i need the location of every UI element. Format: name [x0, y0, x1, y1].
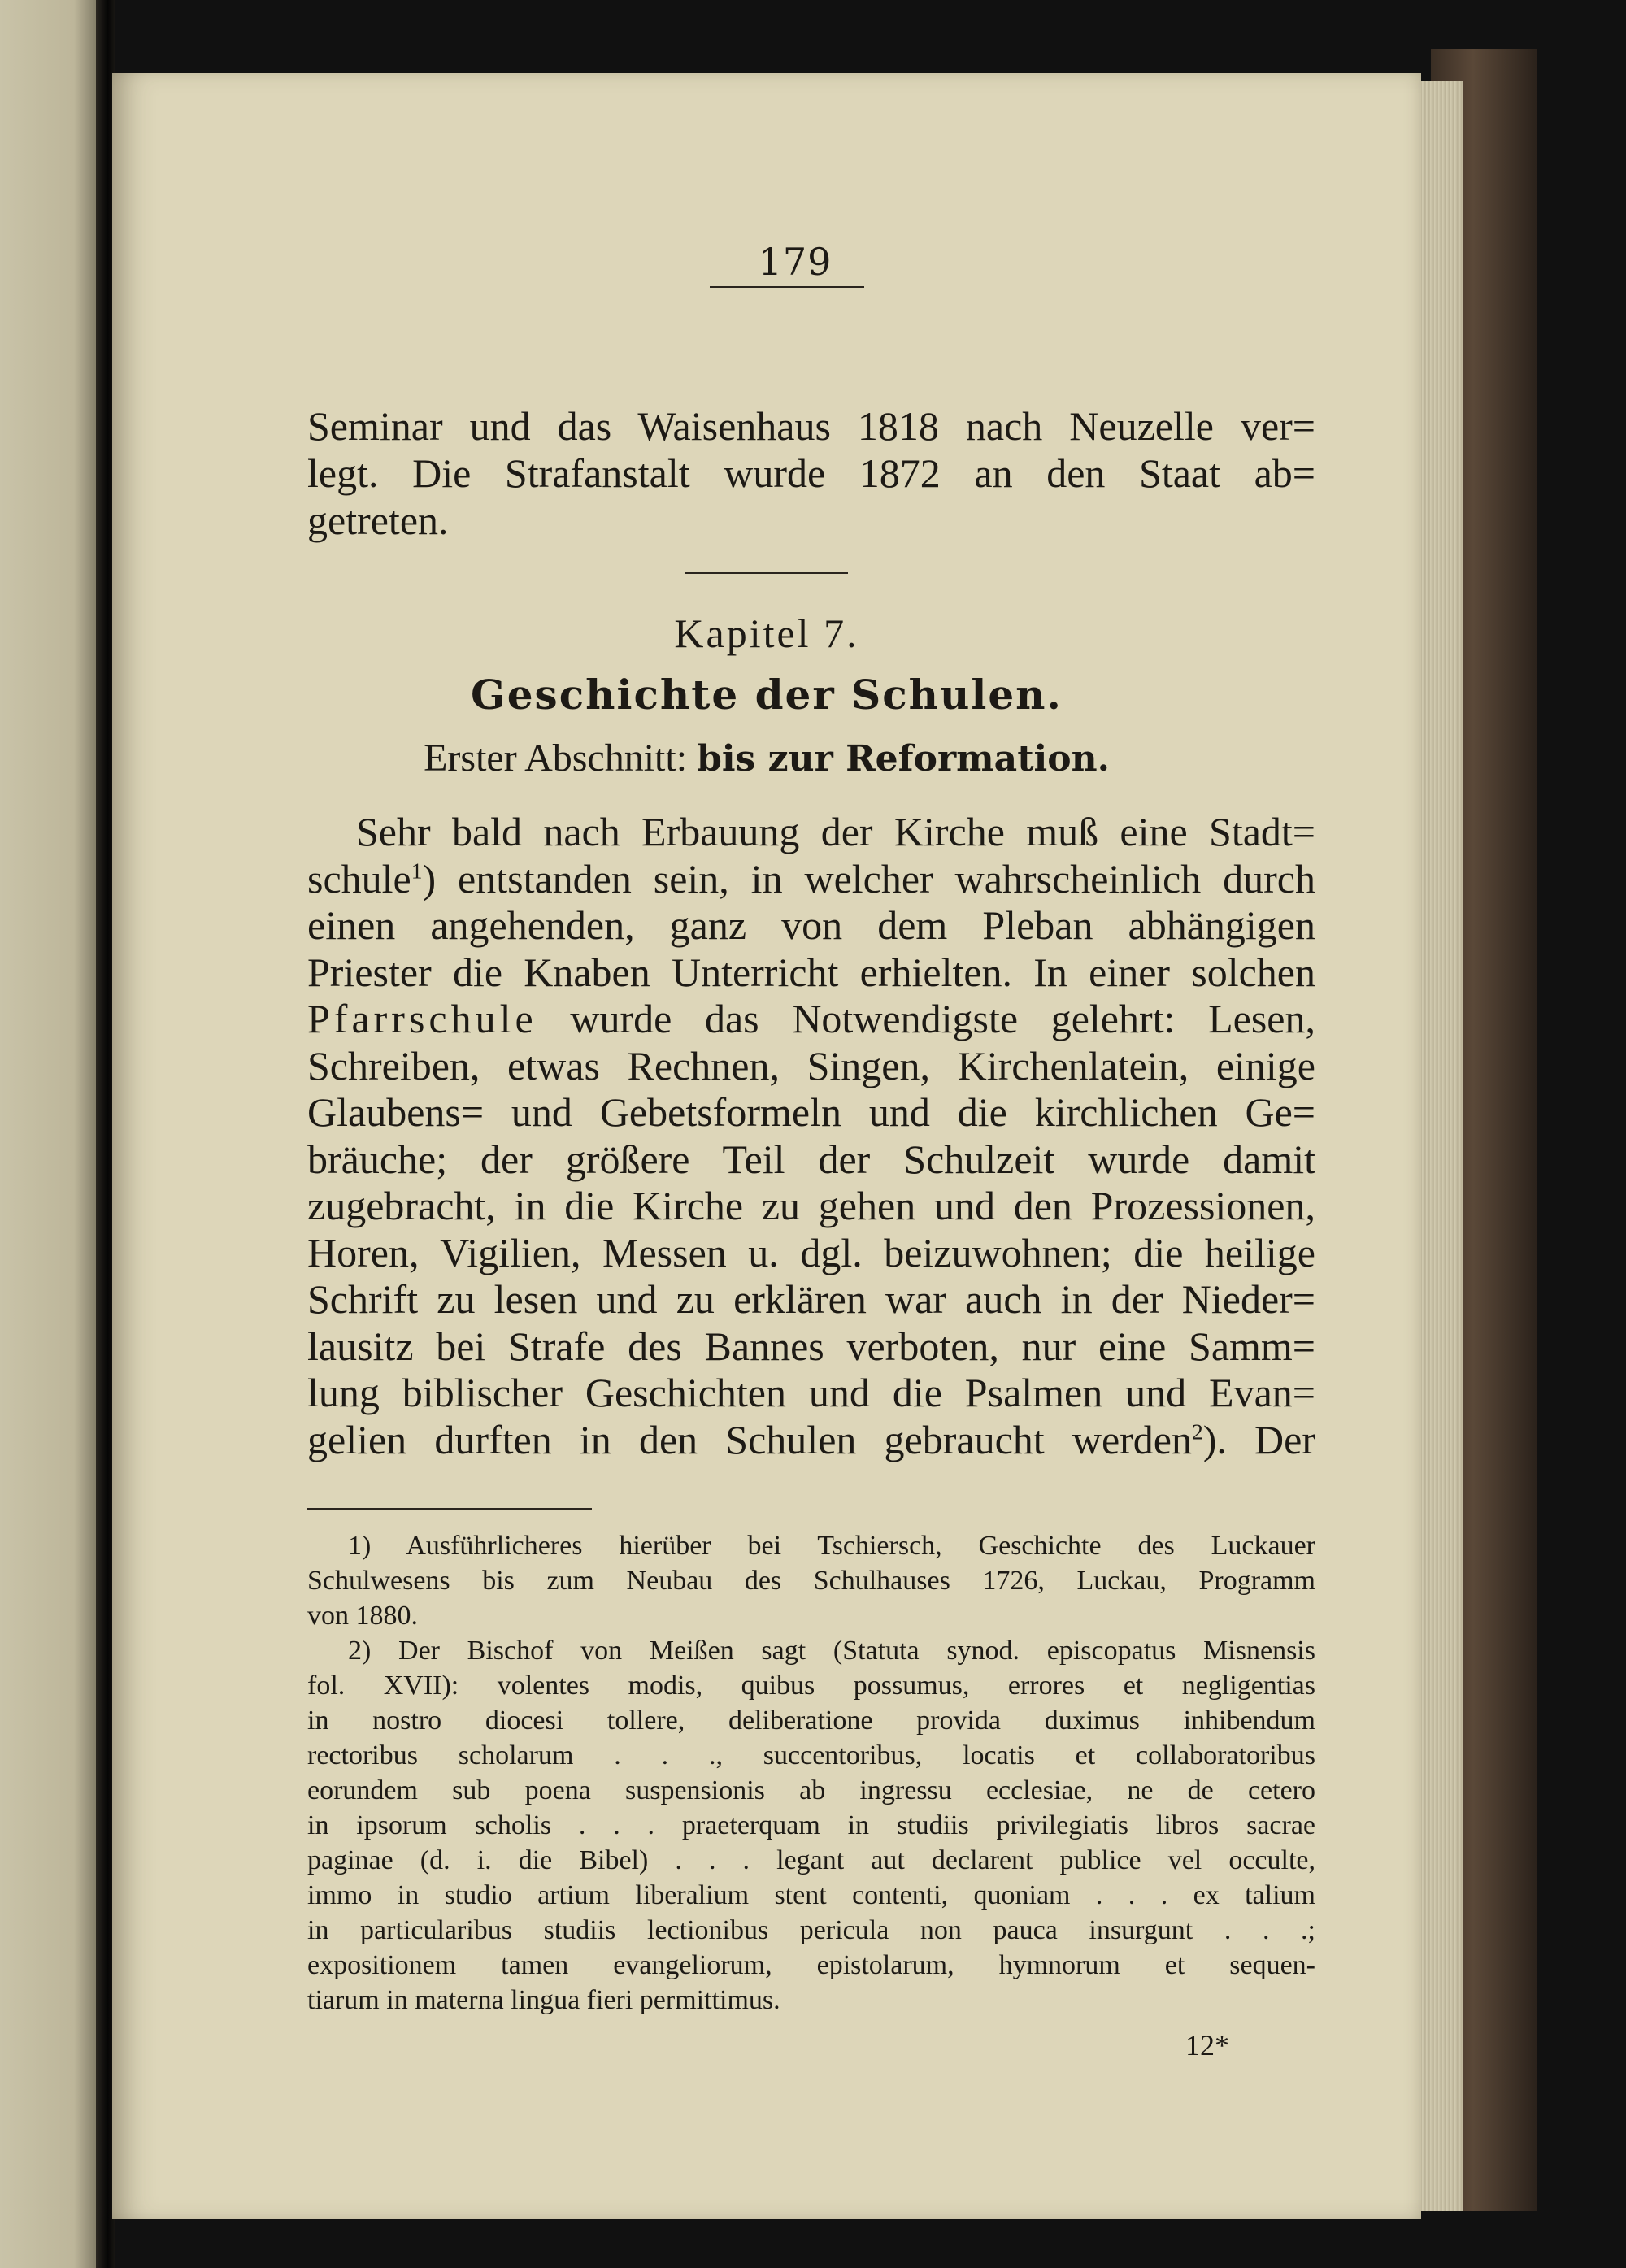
left-page-edge: [0, 0, 106, 2268]
text-line: getreten.: [307, 497, 449, 543]
section-name: bis zur Reformation.: [697, 738, 1110, 780]
book-page: [112, 73, 1421, 2219]
text-line: Priester die Knaben Unterricht erhielten. In einer solchen: [307, 949, 1315, 995]
footnote-line: immo in studio artium liberalium stent contenti, quoniam . . . ex talium: [307, 1880, 1315, 1910]
footnote-line: paginae (d. i. die Bibel) . . . legant aut declarent publice vel occulte,: [307, 1845, 1315, 1875]
page-number-rule: [710, 286, 864, 288]
footnote-line: rectoribus scholarum . . ., succentoribus, locatis et collaboratoribus: [307, 1740, 1315, 1771]
text-line: Seminar und das Waisenhaus 1818 nach Neuzelle ver=: [307, 403, 1315, 449]
text-line: [307, 996, 1315, 1043]
section-separator: [685, 572, 848, 574]
printer-signature: 12*: [1185, 2029, 1229, 2062]
footnote-line: 1) Ausführlicheres hierüber bei Tschiersch, Geschichte des Luckauer: [348, 1531, 1315, 1561]
chapter-title: Geschichte der Schulen.: [471, 671, 1063, 719]
footnote-line: in ipsorum scholis . . . praeterquam in studiis privilegiatis libros sacrae: [307, 1810, 1315, 1840]
continuation-paragraph: [307, 402, 1315, 544]
text-line: bräuche; der größere Teil der Schulzeit wurde damit: [307, 1136, 1315, 1182]
footnote-line: eorundem sub poena suspensionis ab ingressu ecclesiae, ne de cetero: [307, 1775, 1315, 1805]
text-line: Sehr bald nach Erbauung der Kirche muß eine Stadt=: [356, 809, 1315, 854]
text-line: Horen, Vigilien, Messen u. dgl. beizuwohnen; die heilige: [307, 1229, 1315, 1275]
footnote-line: Schulwesens bis zum Neubau des Schulhauses 1726, Luckau, Programm: [307, 1566, 1315, 1596]
footnote-line: tiarum in materna lingua fieri permittimus.: [307, 1985, 780, 2015]
text-fragment: wurde das Notwendigste gelehrt: Lesen,: [537, 996, 1315, 1041]
text-line: [307, 856, 1315, 903]
page-number: 179: [758, 240, 833, 284]
chapter-label: Kapitel 7.: [674, 610, 859, 656]
footnote-line: 2) Der Bischof von Meißen sagt (Statuta synod. episcopatus Misnensis: [348, 1636, 1315, 1666]
footnote-line: fol. XVII): volentes modis, quibus possumus, errores et negligentias: [307, 1671, 1315, 1701]
footnote-line: in particularibus studiis lectionibus pericula non pauca insurgunt . . .;: [307, 1915, 1315, 1945]
text-line: einen angehenden, ganz von dem Pleban abhängigen: [307, 902, 1315, 948]
footnotes: [307, 1528, 1315, 2018]
text-fragment: ). Der: [1202, 1416, 1316, 1462]
text-line: zugebracht, in die Kirche zu gehen und den Prozessionen,: [307, 1183, 1315, 1228]
main-paragraph: [307, 809, 1315, 1463]
footnote-line: in nostro diocesi tollere, deliberatione provida duximus inhibendum: [307, 1705, 1315, 1736]
text-fragment: gelien durften in den Schulen gebraucht werden: [307, 1416, 1192, 1462]
text-line: Schreiben, etwas Rechnen, Singen, Kirchenlatein, einige: [307, 1042, 1315, 1088]
footnote-rule: [307, 1508, 592, 1510]
footnote-ref: 1: [411, 857, 423, 883]
section-title: [112, 736, 1421, 780]
footnote-ref: 2: [1191, 1418, 1203, 1444]
text-line: legt. Die Strafanstalt wurde 1872 an den Staat ab=: [307, 450, 1315, 496]
emphasized-term: Pfarrschule: [307, 996, 537, 1041]
text-line: lausitz bei Strafe des Bannes verboten, nur eine Samm=: [307, 1323, 1315, 1369]
text-line: lung biblischer Geschichten und die Psalmen und Evan=: [307, 1370, 1315, 1415]
text-line: Schrift zu lesen und zu erklären war auch in der Nieder=: [307, 1276, 1315, 1322]
text-line: Glaubens= und Gebetsformeln und die kirchlichen Ge=: [307, 1089, 1315, 1135]
text-line: [307, 1417, 1315, 1464]
text-fragment: schule: [307, 855, 411, 902]
footnote-line: von 1880.: [307, 1601, 418, 1631]
section-prefix: Erster Abschnitt:: [424, 736, 698, 780]
footnote-line: expositionem tamen evangeliorum, epistolarum, hymnorum et sequen-: [307, 1950, 1315, 1980]
text-fragment: ) entstanden sein, in welcher wahrscheinlich durch: [422, 855, 1315, 902]
